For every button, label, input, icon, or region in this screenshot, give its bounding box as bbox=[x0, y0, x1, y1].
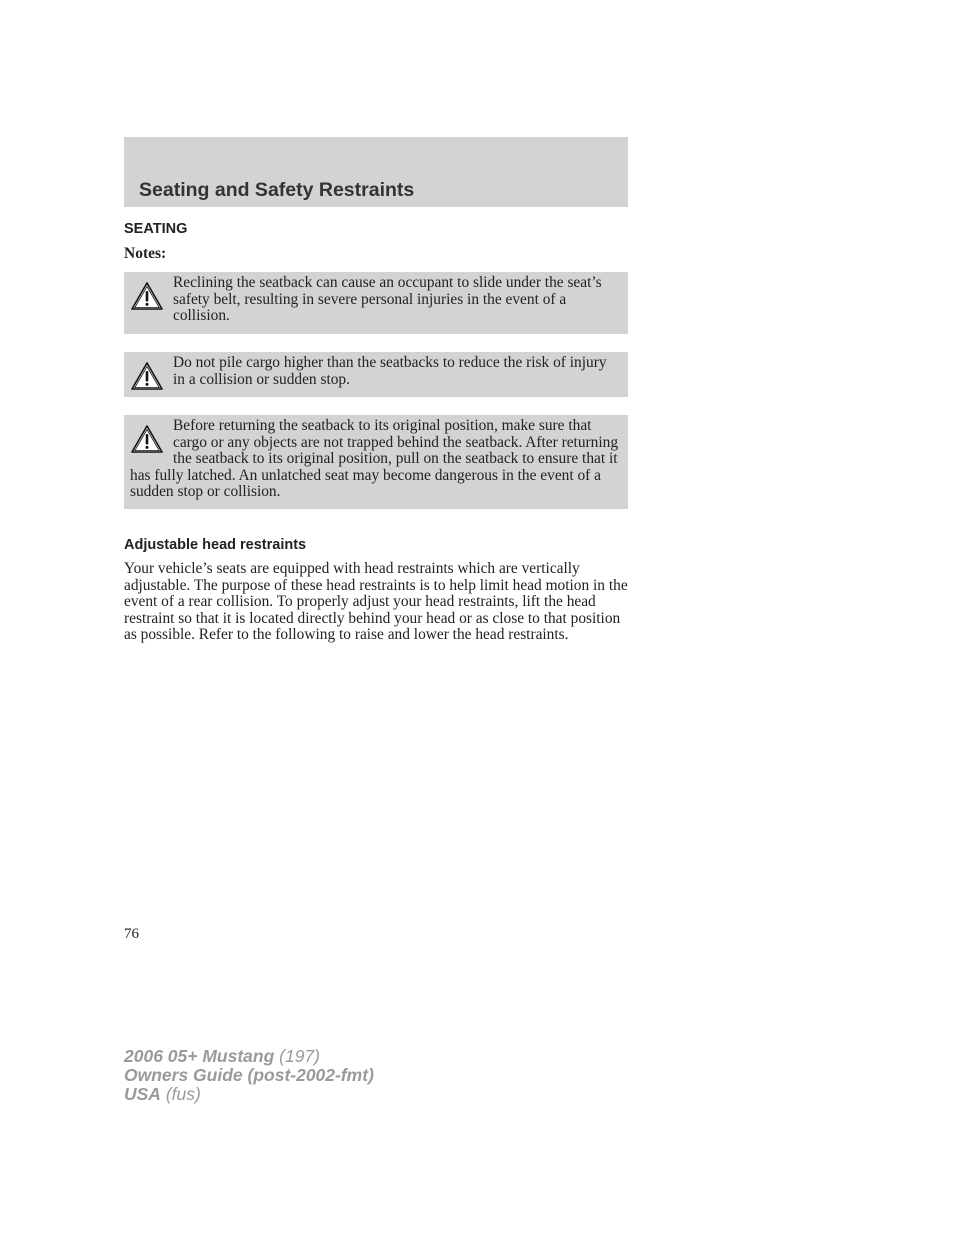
footer-market-code: (fus) bbox=[160, 1084, 201, 1104]
footer-market: USA bbox=[124, 1084, 161, 1104]
warning-box bbox=[124, 272, 628, 334]
body-paragraph: Your vehicle’s seats are equipped with head restraints which are vertically adjustable. The purpose of these head restraints is to help limit head motion in the event of a rear collision. To properly adjust your head restraints, lift the head restraint so that it is located directly behind your head or as close to that position as possible. Refer to the following to raise and lower the head restraints. bbox=[124, 560, 628, 643]
document-footer bbox=[124, 1047, 374, 1104]
warning-box bbox=[124, 352, 628, 397]
warning-text: Before returning the seatback to its original position, make sure that cargo or any objects are not trapped behind the seatback. After returning the seatback to its original position, pull on the seatback to ensure that it has fully latched. An unlatched seat may become dangerous in the event of a sudden stop or collision. bbox=[130, 417, 619, 500]
footer-model: 2006 05+ Mustang bbox=[124, 1046, 275, 1066]
footer-model-code: (197) bbox=[274, 1046, 320, 1066]
warning-triangle-icon bbox=[130, 361, 164, 391]
footer-line-2 bbox=[124, 1066, 374, 1085]
warning-text: Reclining the seatback can cause an occupant to slide under the seat’s safety belt, resulting in severe personal injuries in the event of a collision. bbox=[173, 274, 602, 324]
warning-text: Do not pile cargo higher than the seatbacks to reduce the risk of injury in a collision or sudden stop. bbox=[173, 354, 607, 388]
section-heading: SEATING bbox=[124, 221, 188, 237]
section-header-band bbox=[124, 137, 628, 207]
footer-line-1 bbox=[124, 1047, 374, 1066]
warning-triangle-icon bbox=[130, 424, 164, 454]
page-title: Seating and Safety Restraints bbox=[139, 179, 415, 201]
warning-box bbox=[124, 415, 628, 509]
subsection-heading: Adjustable head restraints bbox=[124, 537, 307, 553]
warning-triangle-icon bbox=[130, 281, 164, 311]
footer-line-3 bbox=[124, 1085, 374, 1104]
page-number: 76 bbox=[124, 926, 139, 942]
notes-label: Notes: bbox=[124, 245, 167, 262]
footer-guide: Owners Guide (post-2002-fmt) bbox=[124, 1065, 374, 1085]
